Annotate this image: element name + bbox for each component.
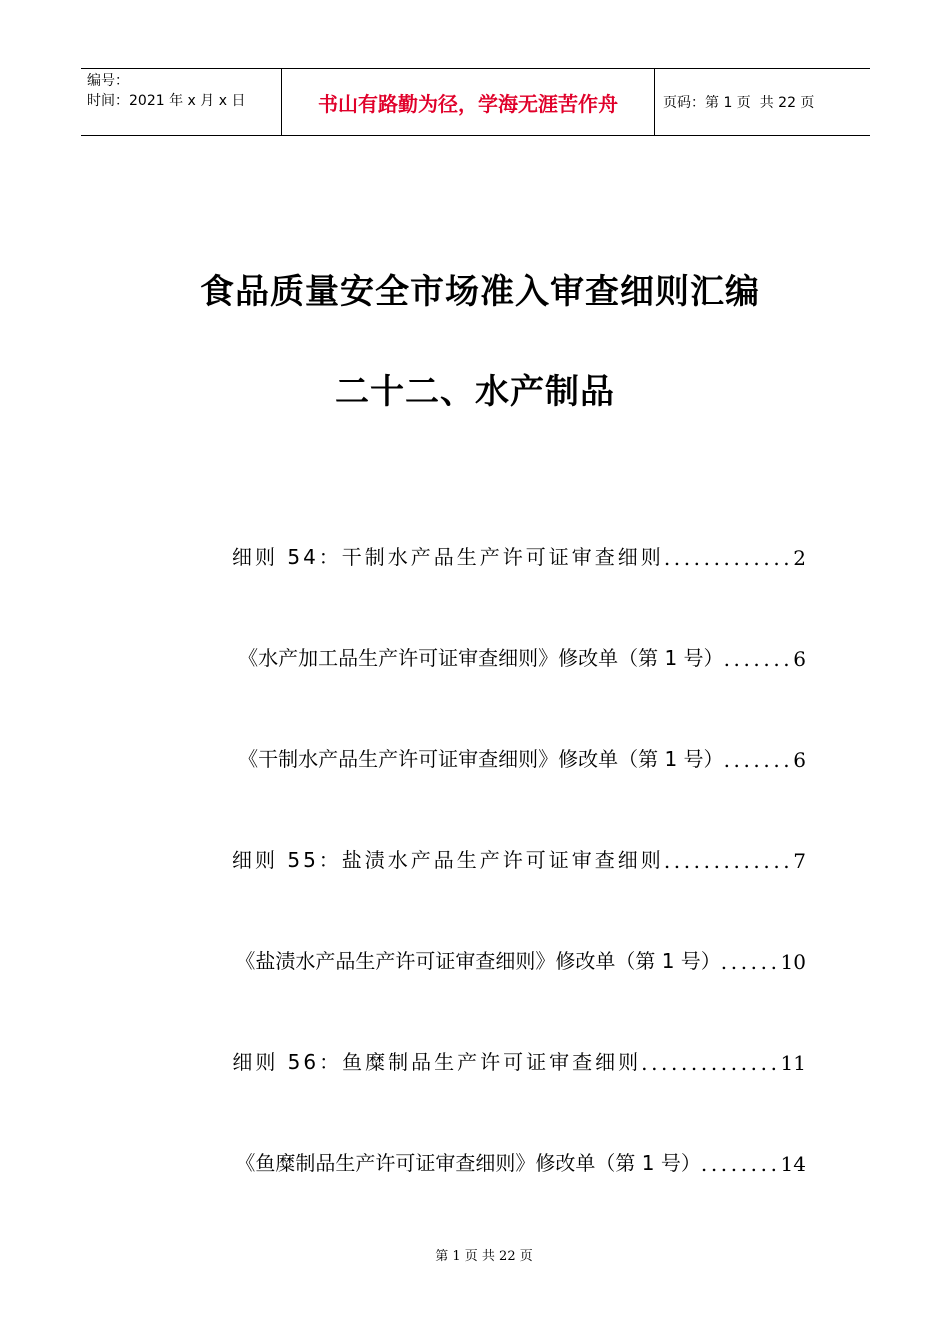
toc-item-page: 14 (780, 1152, 806, 1176)
header-time-label: 时间：2021 年 x 月 x 日 (87, 93, 246, 109)
toc-item[interactable] (232, 843, 806, 873)
page-footer: 第 1 页 共 22 页 (435, 1249, 533, 1264)
document-title: 食品质量安全市场准入审查细则汇编 (200, 272, 760, 312)
toc-item[interactable] (235, 1146, 806, 1176)
toc-item-page: 6 (793, 647, 806, 671)
toc-item-page: 10 (780, 950, 806, 974)
toc-item-page: 2 (793, 546, 806, 570)
toc-item-title: 《鱼糜制品生产许可证审查细则》修改单（第 1 号） (235, 1151, 701, 1175)
header-number-label: 编号： (87, 73, 129, 89)
toc-item-title: 细则 55：盐渍水产品生产许可证审查细则 (232, 848, 664, 872)
toc-item-leader: ....... (723, 748, 794, 772)
toc-item-leader: ...... (720, 950, 781, 974)
toc-item-title: 细则 56：鱼糜制品生产许可证审查细则 (232, 1050, 642, 1074)
document-subtitle: 二十二、水产制品 (335, 372, 615, 412)
toc-item-leader: ........ (700, 1152, 781, 1176)
toc-item-page: 6 (793, 748, 806, 772)
toc-item[interactable] (238, 641, 806, 671)
toc-item-page: 11 (780, 1051, 806, 1075)
toc-item-title: 《盐渍水产品生产许可证审查细则》修改单（第 1 号） (235, 949, 721, 973)
toc-item-leader: ....... (723, 647, 794, 671)
toc-item-title: 《干制水产品生产许可证审查细则》修改单（第 1 号） (238, 747, 724, 771)
header-page-info: 页码：第 1 页 共 22 页 (663, 95, 815, 111)
toc-item-leader: .............. (641, 1051, 781, 1075)
toc-item[interactable] (232, 1045, 806, 1075)
toc-item[interactable] (232, 540, 806, 570)
toc-item-leader: ............. (663, 546, 794, 570)
toc-item-title: 细则 54：干制水产品生产许可证审查细则 (232, 545, 664, 569)
toc-item-title: 《水产加工品生产许可证审查细则》修改单（第 1 号） (238, 646, 724, 670)
toc-item-page: 7 (793, 849, 806, 873)
header-motto: 书山有路勤为径，学海无涯苦作舟 (281, 69, 655, 135)
toc-item[interactable] (238, 742, 806, 772)
toc-item-leader: ............. (663, 849, 794, 873)
toc-item[interactable] (235, 944, 806, 974)
